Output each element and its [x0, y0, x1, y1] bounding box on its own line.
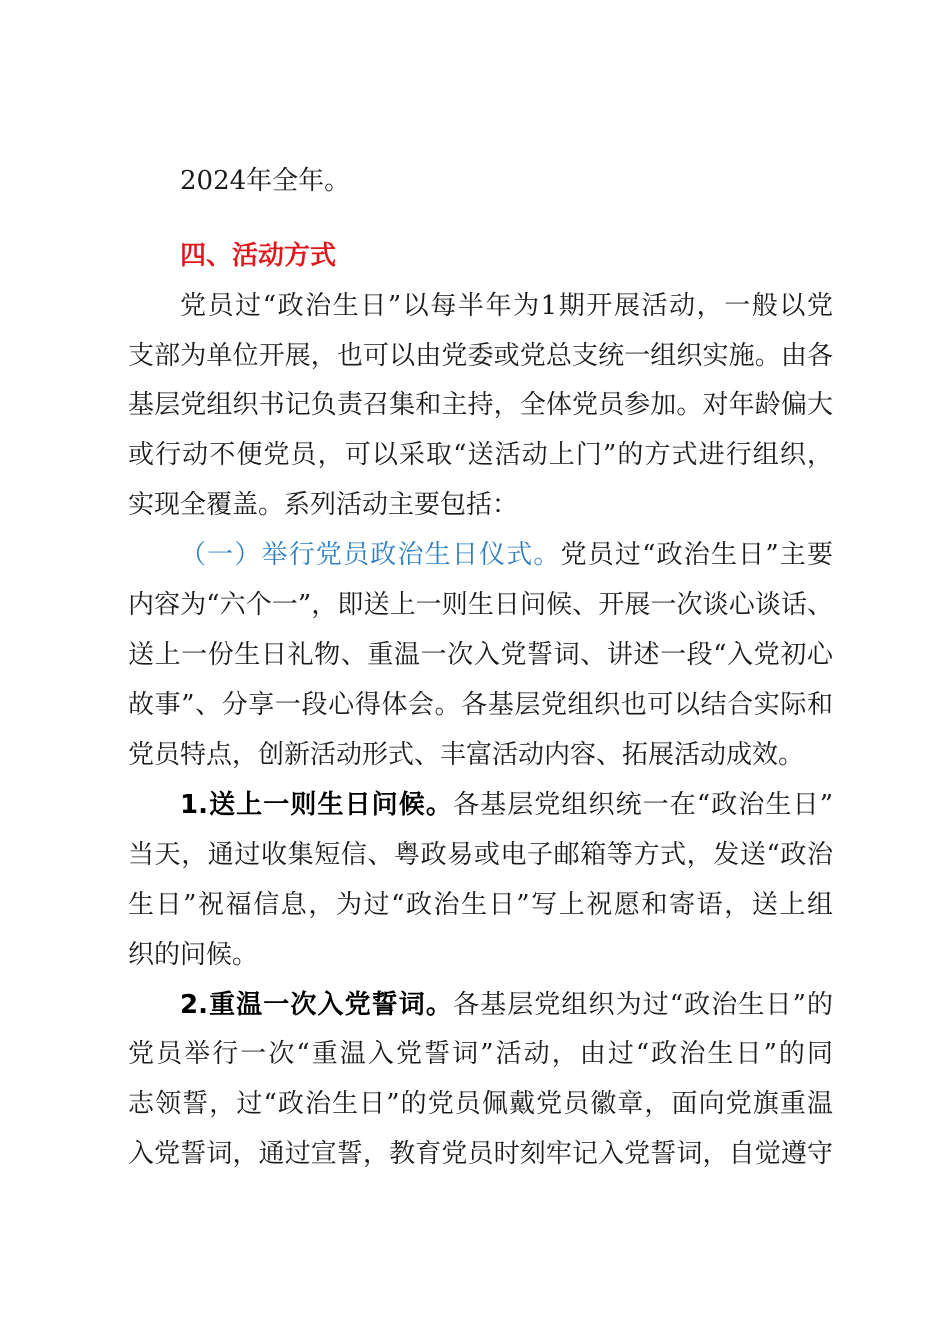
- sub1-line-5: 党员特点，创新活动形式、丰富活动内容、拓展活动成效。: [128, 740, 805, 770]
- sub1-heading: （一）举行党员政治生日仪式。: [180, 540, 561, 570]
- para1-line-3: 基层党组织书记负责召集和主持，全体党员参加。对年龄偏大: [128, 390, 833, 420]
- sub1-line-4: 故事”、分享一段心得体会。各基层党组织也可以结合实际和: [128, 690, 833, 720]
- section-heading: 四、活动方式: [180, 241, 337, 271]
- item2-heading: 2.重温一次入党誓词。: [180, 990, 453, 1020]
- sub1-first-line: [180, 538, 833, 572]
- para1-line-2: 支部为单位开展，也可以由党委或党总支统一组织实施。由各: [128, 341, 833, 371]
- para1-line-5: 实现全覆盖。系列活动主要包括：: [128, 490, 519, 520]
- item1-heading: 1.送上一则生日问候。: [180, 790, 453, 820]
- item2-first-line: [180, 988, 833, 1022]
- item2-line-2: 党员举行一次“重温入党誓词”活动，由过“政治生日”的同: [128, 1039, 833, 1069]
- para1-line-4: 或行动不便党员，可以采取“送活动上门”的方式进行组织，: [128, 440, 833, 470]
- item2-line-4: 入党誓词，通过宣誓，教育党员时刻牢记入党誓词，自觉遵守: [128, 1139, 833, 1169]
- para1-line-1: 党员过“政治生日”以每半年为1期开展活动，一般以党: [180, 291, 833, 321]
- item1-first-line: [180, 788, 833, 822]
- item2-line-3: 志领誓，过“政治生日”的党员佩戴党员徽章，面向党旗重温: [128, 1089, 833, 1119]
- item1-line-2: 当天，通过收集短信、粤政易或电子邮箱等方式，发送“政治: [128, 840, 833, 870]
- item1-first-rest: 各基层党组织统一在“政治生日”: [452, 790, 833, 820]
- item1-line-3: 生日”祝福信息，为过“政治生日”写上祝愿和寄语，送上组: [128, 890, 833, 920]
- sub1-line-2: 内容为“六个一”，即送上一则生日问候、开展一次谈心谈话、: [128, 590, 833, 620]
- sub1-first-rest: 党员过“政治生日”主要: [560, 540, 833, 570]
- item1-line-4: 织的问候。: [128, 940, 259, 970]
- intro-line: 2024年全年。: [180, 166, 351, 196]
- item2-first-rest: 各基层党组织为过“政治生日”的: [452, 990, 833, 1020]
- sub1-line-3: 送上一份生日礼物、重温一次入党誓词、讲述一段“入党初心: [128, 640, 833, 670]
